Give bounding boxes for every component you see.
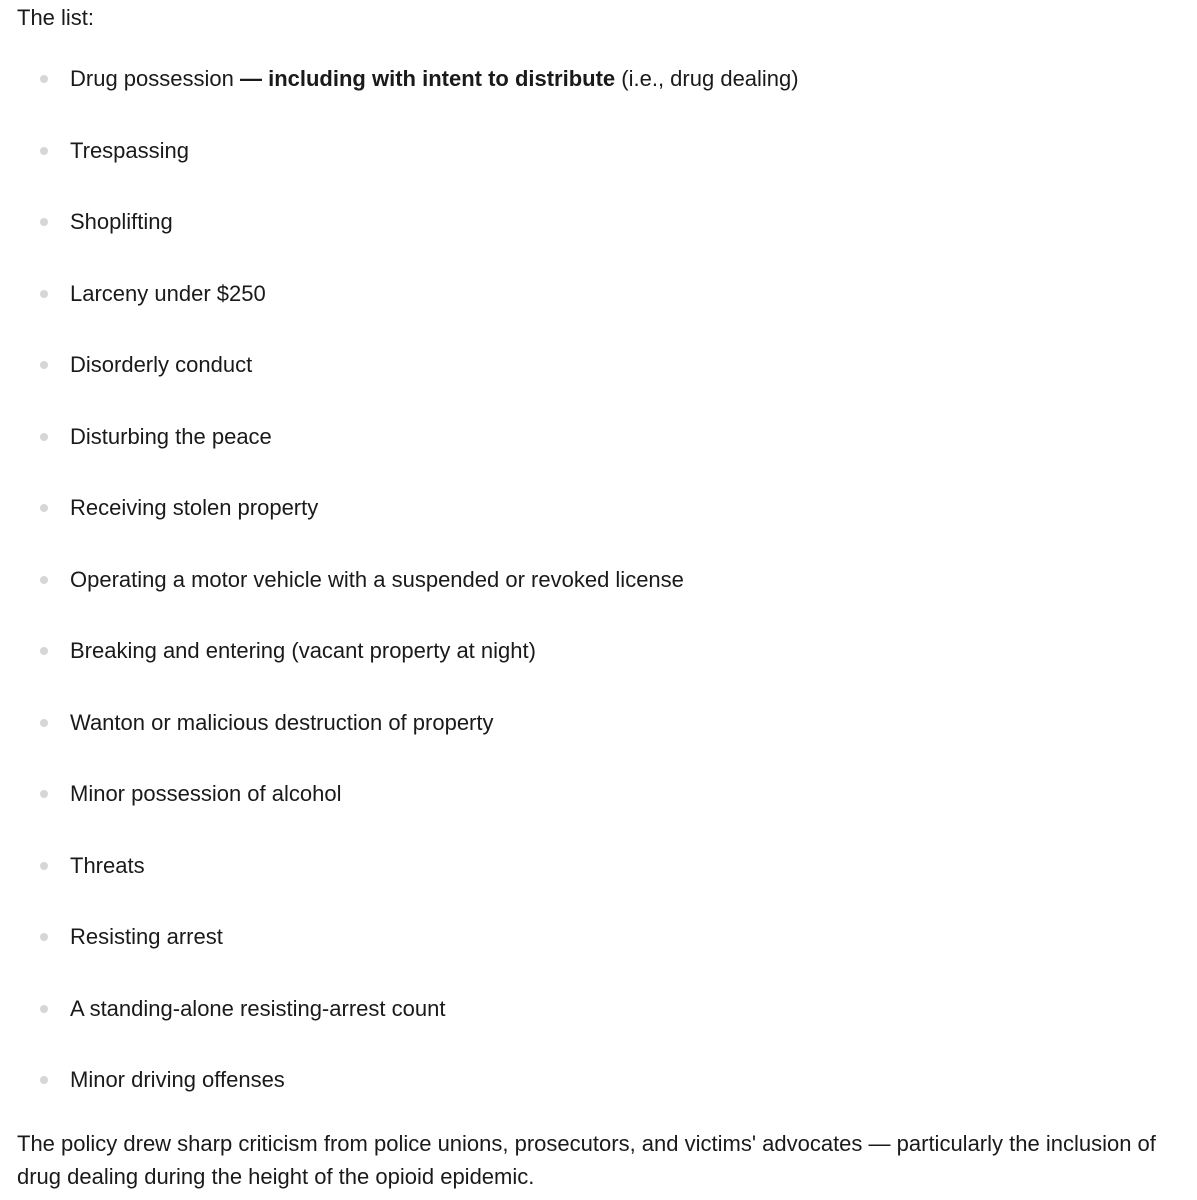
list-item	[0, 1063, 1197, 1135]
list-item-text: Trespassing	[70, 137, 190, 163]
bullet-icon	[40, 361, 48, 369]
list-item-text: Breaking and entering (vacant property at night)	[70, 638, 536, 663]
list-item	[0, 348, 1197, 420]
bullet-icon	[40, 504, 48, 512]
list-item-text: Disorderly conduct	[70, 352, 253, 377]
bullet-icon	[40, 790, 48, 798]
closing-paragraph: The policy drew sharp criticism from police unions, prosecutors, and victims' advocates — particularly the inclusion of drug dealing during the height of the opioid epidemic.	[17, 1131, 1156, 1189]
list-item-text-bold: — including with intent to distribute	[239, 66, 616, 91]
list-intro: The list:	[17, 5, 95, 30]
list-item-text: Receiving stolen property	[70, 495, 319, 520]
bullet-icon	[40, 933, 48, 941]
bullet-icon	[40, 862, 48, 870]
list-item	[0, 277, 1197, 349]
list-item	[0, 134, 1197, 206]
list-item	[0, 563, 1197, 635]
bullet-icon	[40, 290, 48, 298]
list-item	[0, 491, 1197, 563]
bullet-icon	[40, 75, 48, 83]
list-item-text-prefix: Drug possession	[70, 66, 240, 91]
list-item-text: A standing-alone resisting-arrest count	[70, 995, 446, 1021]
list-item-text: Minor possession of alcohol	[70, 781, 342, 806]
list-item	[0, 205, 1197, 277]
bullet-icon	[40, 647, 48, 655]
list-item-text: Shoplifting	[70, 209, 173, 234]
list-item-text: Larceny under $250	[70, 280, 266, 306]
list-item	[0, 777, 1197, 849]
list-item-text: Threats	[70, 852, 145, 878]
list-item	[0, 706, 1197, 778]
list-item-text	[70, 62, 799, 95]
list-item-text-suffix: (i.e., drug dealing)	[615, 66, 799, 91]
list-item-text: Disturbing the peace	[70, 423, 272, 449]
bullet-icon	[40, 1005, 48, 1013]
bullet-icon	[40, 433, 48, 441]
bullet-icon	[40, 576, 48, 584]
bullet-icon	[40, 719, 48, 727]
list-item	[0, 634, 1197, 706]
list-item	[0, 849, 1197, 921]
list-item	[0, 992, 1197, 1064]
list-item-text: Minor driving offenses	[70, 1067, 285, 1092]
list-item	[0, 920, 1197, 992]
list-item	[0, 420, 1197, 492]
bullet-icon	[40, 218, 48, 226]
offense-list	[0, 62, 1197, 1135]
list-item	[0, 62, 1197, 134]
bullet-icon	[40, 1076, 48, 1084]
list-item-text: Operating a motor vehicle with a suspended or revoked license	[70, 566, 684, 592]
bullet-icon	[40, 147, 48, 155]
list-item-text: Resisting arrest	[70, 924, 223, 949]
list-item-text: Wanton or malicious destruction of property	[70, 709, 494, 735]
